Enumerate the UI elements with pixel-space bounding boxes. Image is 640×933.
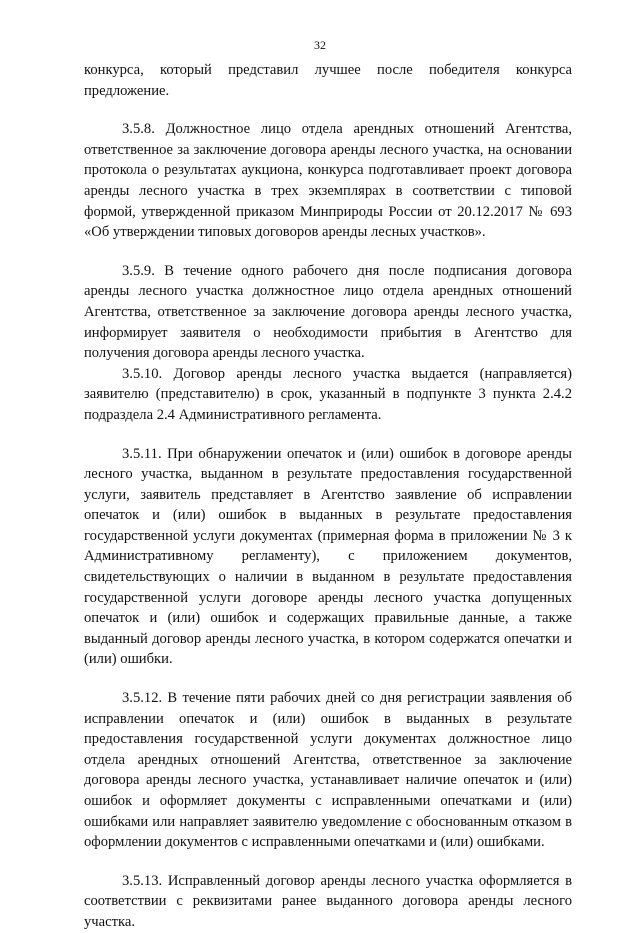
paragraph: 3.5.10. Договор аренды лесного участка выдается (направляется) заявителю (представителю) в срок, указанный в подпункте 3 пункта 2.4.2 подраздела 2.4 Административного регламента. xyxy=(84,365,572,423)
paragraph-gap xyxy=(84,426,572,444)
paragraph-gap xyxy=(84,670,572,688)
paragraph-gap xyxy=(84,853,572,871)
paragraph: 3.5.9. В течение одного рабочего дня после подписания договора аренды лесного участка должностное лицо отдела арендных отношений Агентства, ответственное за заключение договора аренды лесного участка, информирует заявителя о необходимости прибытия в Агентство для получения договора аренды лесного участка. xyxy=(84,262,572,362)
paragraph: 3.5.11. При обнаружении опечаток и (или) ошибок в договоре аренды лесного участка, выданном в результате предоставления государственной услуги, заявитель представляет в Агентство заявление об исправлении опечаток и (или) ошибок в выданных в результате предоставления государственной услуги документах (примерная форма в приложении № 3 к Административному регламенту), с приложением документов, свидетельствующих о наличии в выданном в результате предоставления государственной услуги договоре аренды лесного участка допущенных опечаток и (или) ошибок и содержащих правильные данные, а также выданный договор аренды лесного участка, в котором содержатся опечатки и (или) ошибки. xyxy=(84,445,572,668)
paragraph: 3.5.8. Должностное лицо отдела арендных отношений Агентства, ответственное за заключение договора аренды лесного участка, на основании протокола о результатах аукциона, конкурса подготавливает проект договора аренды лесного участка в трех экземплярах в соответствии с типовой формой, утвержденной приказом Минприроды России от 20.12.2017 № 693 «Об утверждении типовых договоров аренды лесных участков». xyxy=(84,121,572,241)
paragraph: 3.5.13. Исправленный договор аренды лесного участка оформляется в соответствии с реквизитами ранее выданного договора аренды лесного участка. xyxy=(84,872,572,930)
paragraph-gap xyxy=(84,243,572,261)
paragraph: 3.5.12. В течение пяти рабочих дней со дня регистрации заявления об исправлении опечаток и (или) ошибок в выданных в результате предоставления государственной услуги документах должностное лицо отдела арендных отношений Агентства, ответственное за заключение договора аренды лесного участка, устанавливает наличие опечаток и (или) ошибок и оформляет документы с исправленными опечатками и (или) ошибками или направляет заявителю уведомление с обоснованным отказом в оформлении документов с исправленными опечатками и (или) ошибками. xyxy=(84,690,572,851)
page-number: 32 xyxy=(314,38,326,52)
paragraph-gap xyxy=(84,101,572,119)
document-body xyxy=(84,60,572,933)
paragraph: конкурса, который представил лучшее после победителя конкурса предложение. xyxy=(84,62,572,99)
